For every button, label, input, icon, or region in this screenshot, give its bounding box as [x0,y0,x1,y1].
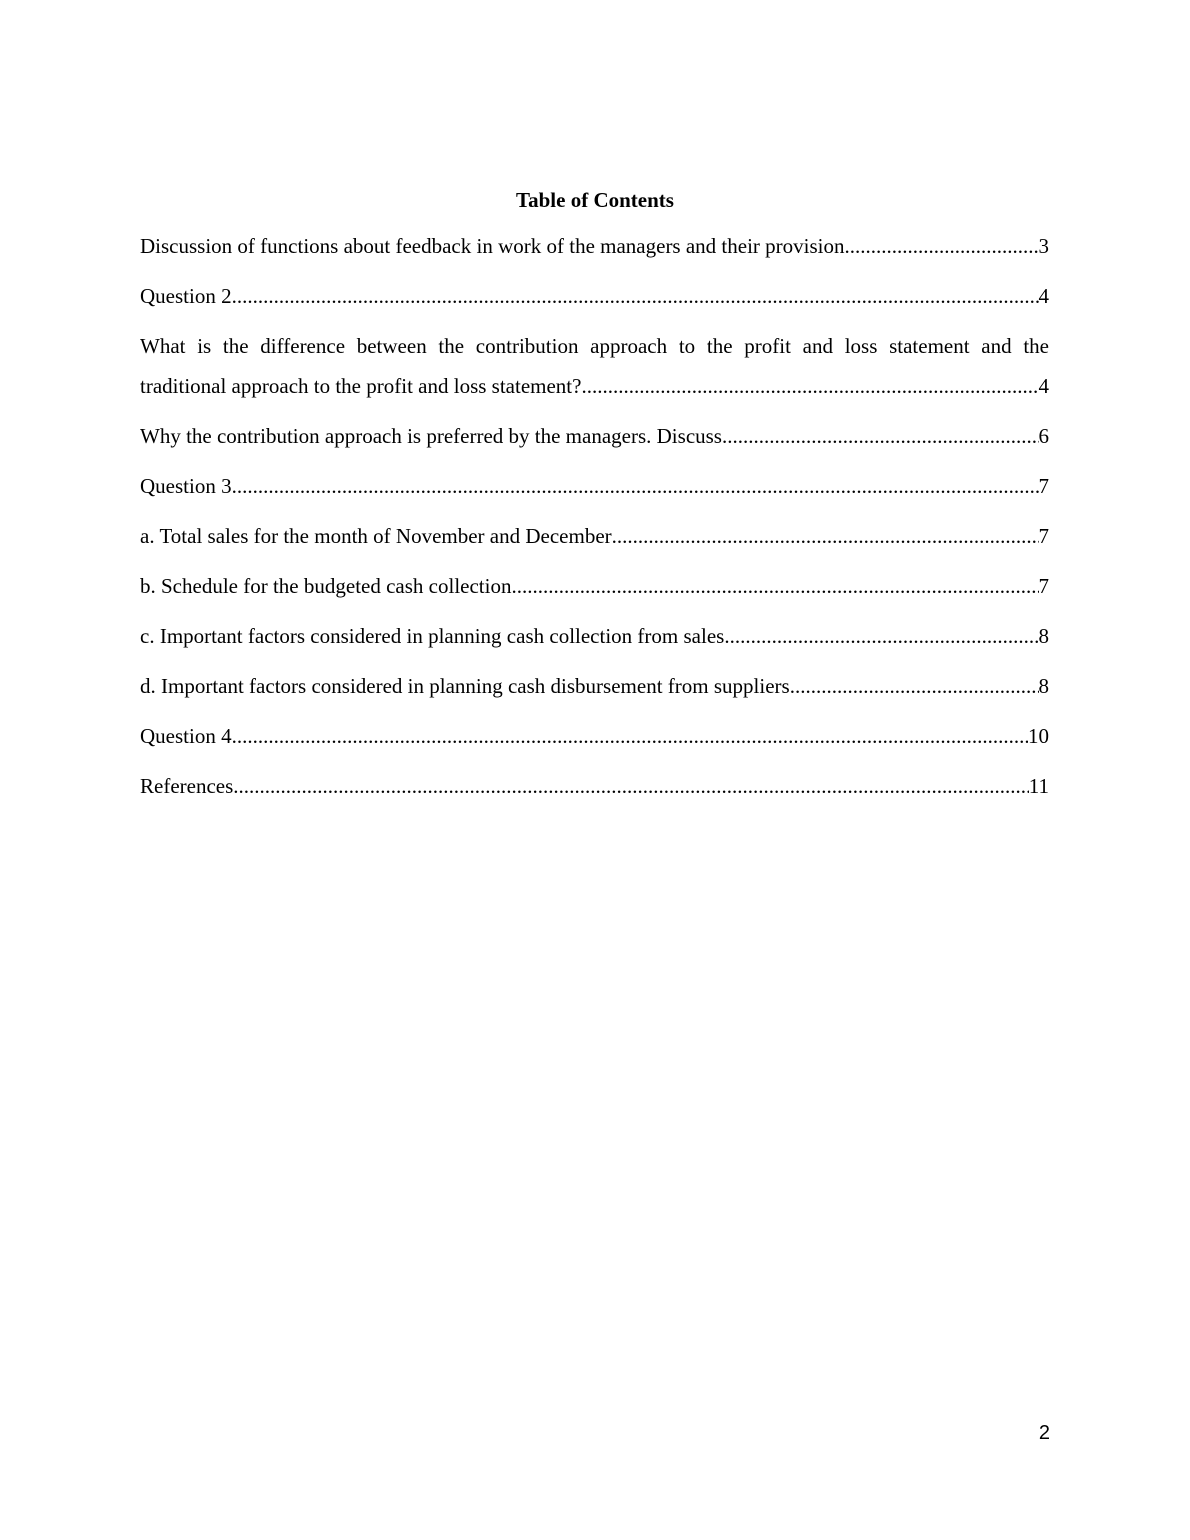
toc-entry-text: Discussion of functions about feedback in work of the managers and their provision [140,234,845,258]
toc-entry-text: b. Schedule for the budgeted cash collection [140,574,512,598]
toc-leader-dots [511,566,1038,606]
toc-leader-dots [612,516,1039,556]
toc-entry-page: 8 [1038,624,1049,648]
toc-entry-page: 4 [1038,284,1049,308]
table-of-contents [140,226,1049,816]
toc-entry-line-2 [140,366,1049,406]
toc-leader-dots [845,226,1039,266]
toc-title: Table of Contents [516,188,674,212]
toc-entry-page: 3 [1038,234,1049,258]
toc-entry-contribution-preferred[interactable] [140,416,1049,456]
toc-entry-page: 7 [1038,524,1049,548]
toc-leader-dots [790,666,1039,706]
toc-entry-text-line-1: What is the difference between the contribution approach to the profit and loss statement and the [140,334,1049,358]
toc-entry-references[interactable] [140,766,1049,806]
toc-entry-text: Question 2 [140,284,232,308]
toc-leader-dots [581,366,1038,406]
toc-entry-page: 11 [1028,774,1049,798]
toc-entry-cash-disbursement-factors[interactable] [140,666,1049,706]
toc-leader-dots [232,466,1039,506]
toc-entry-text: Why the contribution approach is preferred by the managers. Discuss [140,424,722,448]
toc-entry-page: 7 [1038,474,1049,498]
toc-entry-question-4[interactable] [140,716,1049,756]
toc-entry-question-3[interactable] [140,466,1049,506]
toc-entry-text: a. Total sales for the month of November and December [140,524,612,548]
toc-leader-dots [722,416,1039,456]
toc-entry-contribution-difference[interactable] [140,326,1049,406]
toc-entry-total-sales[interactable] [140,516,1049,556]
toc-entry-discussion[interactable] [140,226,1049,266]
toc-entry-cash-collection-schedule[interactable] [140,566,1049,606]
toc-entry-page: 4 [1038,374,1049,398]
toc-entry-question-2[interactable] [140,276,1049,316]
toc-leader-dots [724,616,1038,656]
toc-entry-cash-collection-factors[interactable] [140,616,1049,656]
toc-entry-page: 7 [1038,574,1049,598]
toc-entry-text: d. Important factors considered in planning cash disbursement from suppliers [140,674,790,698]
toc-entry-text: Question 4 [140,724,232,748]
toc-leader-dots [233,766,1028,806]
toc-leader-dots [232,716,1028,756]
toc-entry-text: Question 3 [140,474,232,498]
toc-entry-text-line-2: traditional approach to the profit and loss statement? [140,374,582,398]
page-number: 2 [1038,1422,1050,1444]
toc-entry-page: 6 [1038,424,1049,448]
toc-entry-page: 10 [1028,724,1049,748]
toc-entry-page: 8 [1038,674,1049,698]
toc-entry-text: References [140,774,234,798]
toc-leader-dots [232,276,1039,316]
toc-entry-text: c. Important factors considered in planning cash collection from sales [140,624,725,648]
